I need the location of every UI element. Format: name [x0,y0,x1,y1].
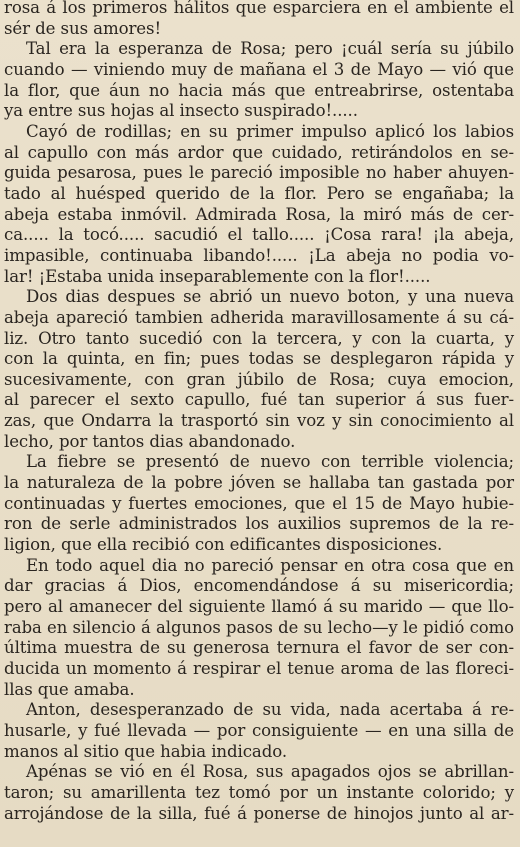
text-line: sucesivamente, con gran júbilo de Rosa; cuya emocion, [4,369,514,389]
text-line: llas que amaba. [4,679,135,699]
text-line: pero al amanecer del siguiente llamó á su marido — que llo- [4,597,514,617]
text-line: raba en silencio á algunos pasos de su lecho—y le pidió como [4,617,514,637]
text-line: En todo aquel dia no pareció pensar en otra cosa que en [26,555,514,575]
text-line: husarle, y fué llevada — por consiguiente — en una silla de [4,720,514,740]
text-line: sér de sus amores! [4,18,162,38]
text-line: ligion, que ella recibió con edificantes disposiciones. [4,535,443,555]
text-line: continuadas y fuertes emociones, que el 15 de Mayo hubie- [4,493,514,513]
text-line: Apénas se vió en él Rosa, sus apagados ojos se abrillan- [26,762,514,782]
text-line: impasible, continuaba libando!..... ¡La abeja no podia vo- [4,245,514,265]
text-line: taron; su amarillenta tez tomó por un instante colorido; y [4,782,514,802]
text-line: la naturaleza de la pobre jóven se hallaba tan gastada por [4,473,514,493]
text-line: dar gracias á Dios, encomendándose á su misericordia; [4,576,514,596]
text-line: arrojándose de la silla, fué á ponerse de hinojos junto al ar- [4,803,514,823]
text-line: liz. Otro tanto sucedió con la tercera, y con la cuarta, y [4,328,514,348]
text-line: abeja apareció tambien adherida maravillosamente á su cá- [4,307,514,327]
text-line: lecho, por tantos dias abandonado. [4,431,296,451]
paragraph [4,39,514,122]
paragraph [4,762,514,824]
text-line: cuando — viniendo muy de mañana el 3 de Mayo — vió que [4,59,514,79]
text-line: Tal era la esperanza de Rosa; pero ¡cuál sería su júbilo [26,39,514,59]
text-line: ducida un momento á respirar el tenue aroma de las floreci- [4,659,514,678]
text-line: con la quinta, en fin; pues todas se desplegaron rápida y [4,349,514,369]
paragraph [4,700,514,762]
text-line: La fiebre se presentó de nuevo con terrible violencia; [26,452,514,472]
text-line: Anton, desesperanzado de su vida, nada acertaba á re- [26,700,514,720]
text-line: ca..... la tocó..... sacudió el tallo..... ¡Cosa rara! ¡la abeja, [4,225,514,245]
paragraph [4,0,514,39]
text-line: al capullo con más ardor que cuidado, retirándolos en se- [4,142,514,162]
page-text [4,0,514,824]
text-line: Cayó de rodillas; en su primer impulso aplicó los labios [26,121,514,141]
text-line: al parecer el sexto capullo, fué tan superior á sus fuer- [4,390,514,410]
paragraph [4,556,514,701]
text-line: ya entre sus hojas al insecto suspirado!..... [4,101,358,121]
text-line: ron de serle administrados los auxilios supremos de la re- [4,514,514,534]
text-line: abeja estaba inmóvil. Admirada Rosa, la miró más de cer- [4,204,514,224]
text-line: última muestra de su generosa ternura el favor de ser con- [4,638,514,658]
text-line: la flor, que áun no hacia más que entreabrirse, ostentaba [4,80,514,100]
text-line: guida pesarosa, pues le pareció imposible no haber ahuyen- [4,163,514,183]
paragraph [4,287,514,452]
paragraph [4,452,514,555]
text-line: tado al huésped querido de la flor. Pero se engañaba; la [4,183,514,203]
text-line: manos al sitio que habia indicado. [4,741,288,761]
text-line: Dos dias despues se abrió un nuevo boton, y una nueva [26,287,514,307]
text-line: rosa á los primeros hálitos que esparciera en el ambiente el [4,0,514,17]
text-line: lar! ¡Estaba unida inseparablemente con la flor!..... [4,266,431,286]
paragraph [4,122,514,287]
text-line: zas, que Ondarra la trasportó sin voz y sin conocimiento al [4,411,514,431]
